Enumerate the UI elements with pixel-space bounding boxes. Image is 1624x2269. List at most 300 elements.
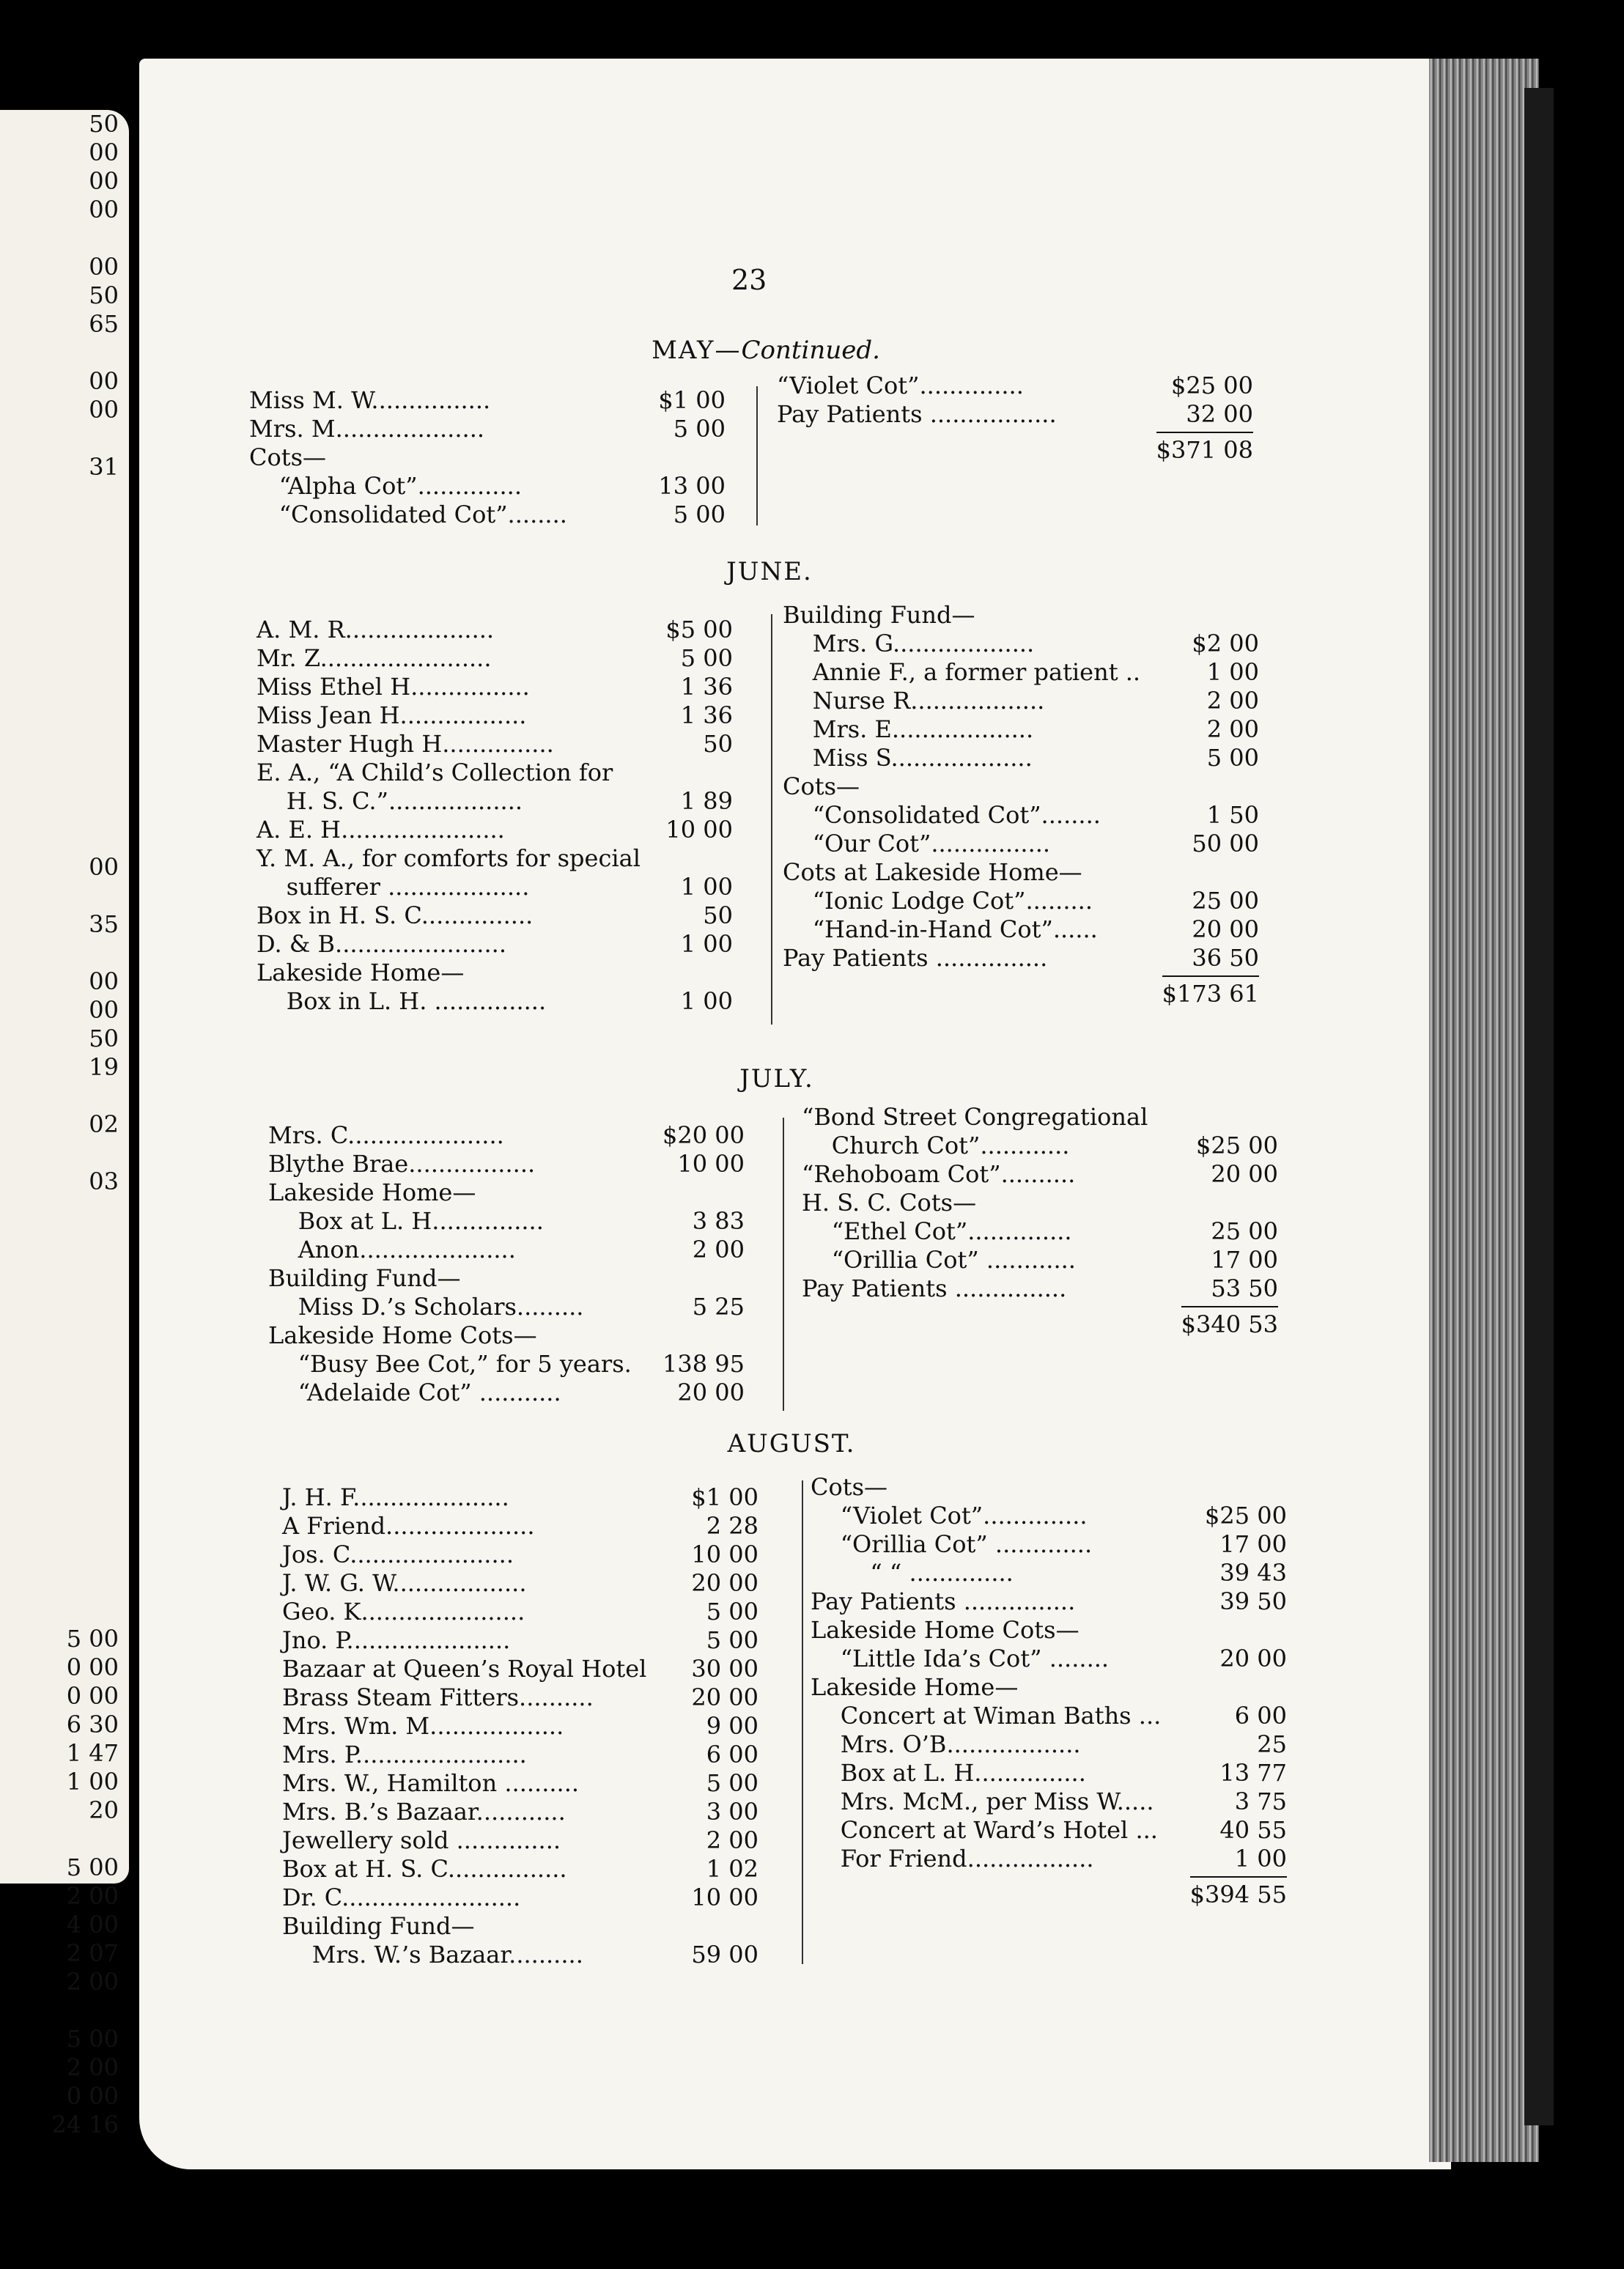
ledger-row: [777, 400, 1253, 429]
ledger-entry-label: Mrs. P.......................: [282, 1741, 527, 1768]
ledger-entry-label: “Alpha Cot”..............: [249, 472, 522, 500]
ledger-row: [783, 772, 1259, 801]
ledger-row: [268, 1350, 745, 1379]
ledger-entry-amount: $1 00: [691, 1483, 759, 1511]
facing-page-amount: 50: [89, 281, 119, 309]
facing-page-amount: 1 00: [66, 1768, 119, 1796]
ledger-entry-label: Anon.....................: [268, 1236, 516, 1263]
ledger-entry-label: “Rehoboam Cot”..........: [802, 1160, 1076, 1188]
ledger-entry-label: Jno. P......................: [282, 1626, 511, 1654]
may-left-column: [249, 386, 726, 529]
facing-page-amount: 24 16: [51, 2111, 119, 2139]
ledger-entry-label: Pay Patients ...............: [811, 1587, 1076, 1615]
ledger-entry-label: “Little Ida’s Cot” ........: [811, 1645, 1110, 1672]
ledger-entry-label: Box at L. H...............: [268, 1207, 544, 1235]
facing-page-amount: [1, 1453, 119, 1482]
ledger-entry-amount: 17 00: [1211, 1246, 1278, 1274]
facing-page-amount: [1, 1825, 119, 1853]
ledger-row: [802, 1160, 1278, 1189]
facing-page-amount: [1, 653, 119, 682]
ledger-row: [783, 915, 1259, 944]
ledger-row: [783, 630, 1259, 658]
ledger-entry-amount: 1 02: [706, 1855, 759, 1883]
ledger-row: [783, 601, 1259, 630]
ledger-entry-label: Mrs. C.....................: [268, 1121, 504, 1149]
facing-page-amount: [1, 767, 119, 796]
ledger-entry-label: “ “ ..............: [811, 1559, 1014, 1587]
month-total: $340 53: [1181, 1306, 1278, 1339]
ledger-entry-amount: 5 00: [706, 1626, 759, 1654]
facing-page-amount: [1, 539, 119, 567]
ledger-entry-label: Lakeside Home—: [811, 1673, 1019, 1701]
ledger-entry-label: “Consolidated Cot”........: [249, 501, 567, 528]
ledger-entry-label: Box at H. S. C................: [282, 1855, 567, 1883]
ledger-entry-label: Miss Jean H.................: [256, 701, 527, 729]
ledger-row: [249, 386, 726, 415]
ledger-entry-amount: 6 00: [706, 1741, 759, 1768]
month-total-row: [777, 436, 1253, 465]
month-total-row: [811, 1881, 1287, 1909]
ledger-entry-label: Master Hugh H...............: [256, 730, 554, 758]
ledger-row: [256, 959, 733, 987]
ledger-entry-amount: 138 95: [662, 1350, 745, 1378]
facing-page-amount: [1, 224, 119, 253]
ledger-row: [811, 1787, 1287, 1816]
ledger-row: [783, 944, 1259, 973]
ledger-entry-label: Mrs. W.’s Bazaar..........: [282, 1941, 583, 1969]
ledger-entry-label: Nurse R..................: [783, 687, 1045, 715]
june-left-column: [256, 616, 733, 1016]
ledger-entry-amount: 1 50: [1206, 801, 1259, 829]
month-total: $394 55: [1190, 1876, 1287, 1909]
ledger-entry-label: Miss D.’s Scholars.........: [268, 1293, 584, 1321]
ledger-row: [268, 1150, 745, 1178]
ledger-entry-label: J. H. F.....................: [282, 1483, 509, 1511]
ledger-entry-label: D. & B.......................: [256, 930, 506, 958]
ledger-entry-label: Mrs. O’B..................: [811, 1730, 1081, 1758]
ledger-entry-amount: $20 00: [662, 1121, 745, 1149]
ledger-entry-amount: 40 55: [1219, 1816, 1287, 1844]
ledger-row: [811, 1559, 1287, 1587]
ledger-entry-amount: 2 00: [706, 1826, 759, 1854]
august-right-column: [811, 1473, 1316, 1909]
ledger-entry-amount: 32 00: [1186, 400, 1253, 428]
ledger-entry-label: Mr. Z.......................: [256, 644, 492, 672]
ledger-entry-label: “Violet Cot”..............: [811, 1502, 1088, 1530]
ledger-row: [783, 887, 1259, 915]
ledger-row: [256, 873, 733, 901]
ledger-entry-amount: 13 00: [658, 472, 726, 500]
facing-page-amount: [1, 1225, 119, 1253]
facing-page-amount: 00: [89, 367, 119, 395]
ledger-entry-label: For Friend.................: [811, 1845, 1094, 1873]
ledger-entry-amount: 36 50: [1192, 944, 1259, 972]
ledger-row: [802, 1189, 1278, 1217]
ledger-entry-label: Church Cot”............: [802, 1132, 1070, 1159]
ledger-entry-label: “Orillia Cot” ............: [802, 1246, 1076, 1274]
ledger-row: [282, 1884, 759, 1912]
ledger-row: [256, 644, 733, 673]
ledger-entry-label: Pay Patients ...............: [802, 1274, 1067, 1302]
ledger-entry-amount: 20 00: [1192, 915, 1259, 943]
ledger-entry-label: “Bond Street Congregational: [802, 1103, 1148, 1131]
ledger-entry-amount: 59 00: [691, 1941, 759, 1969]
ledger-entry-label: sufferer ...................: [256, 873, 530, 901]
may-heading: MAY—Continued.: [652, 336, 880, 365]
ledger-entry-label: “Ethel Cot”..............: [802, 1217, 1072, 1245]
column-divider: [756, 386, 758, 525]
facing-page-amount: 5 00: [66, 2025, 119, 2053]
ledger-row: [811, 1702, 1287, 1730]
ledger-entry-amount: 25 00: [1192, 887, 1259, 915]
ledger-entry-amount: 50: [703, 730, 733, 758]
facing-page-amount: [1, 567, 119, 596]
ledger-entry-label: Lakeside Home—: [268, 1178, 476, 1206]
ledger-entry-label: Pay Patients ...............: [783, 944, 1048, 972]
ledger-entry-label: Box in H. S. C...............: [256, 901, 534, 929]
ledger-entry-label: Mrs. M....................: [249, 415, 485, 443]
ledger-entry-amount: 10 00: [677, 1150, 745, 1178]
facing-page-amount: [1, 1139, 119, 1167]
ledger-row: [777, 372, 1253, 400]
ledger-row: [249, 501, 726, 529]
ledger-entry-label: A. M. R....................: [256, 616, 495, 643]
ledger-entry-amount: 2 00: [692, 1236, 745, 1263]
ledger-row: [256, 730, 733, 759]
facing-page-amount: 0 00: [66, 2082, 119, 2110]
ledger-entry-label: Jos. C......................: [282, 1541, 514, 1568]
ledger-row: [268, 1178, 745, 1207]
facing-page-amount: 6 30: [66, 1711, 119, 1738]
ledger-entry-amount: 5 00: [673, 415, 726, 443]
month-total-row: [802, 1310, 1278, 1339]
ledger-entry-label: Cots—: [783, 772, 860, 800]
ledger-entry-amount: 25 00: [1211, 1217, 1278, 1245]
july-right-column: [802, 1103, 1289, 1339]
ledger-entry-label: “Hand-in-Hand Cot”......: [783, 915, 1098, 943]
ledger-entry-label: Bazaar at Queen’s Royal Hotel: [282, 1655, 647, 1683]
ledger-row: [282, 1483, 759, 1512]
facing-page-amount: 35: [89, 910, 119, 938]
ledger-entry-amount: 1 00: [1206, 658, 1259, 686]
facing-page-amount: 00: [89, 196, 119, 224]
facing-page-amount: [1, 1196, 119, 1225]
ledger-row: [802, 1217, 1278, 1246]
ledger-entry-amount: 20 00: [691, 1683, 759, 1711]
ledger-entry-amount: 10 00: [691, 1541, 759, 1568]
facing-page-amount: [1, 1396, 119, 1425]
ledger-entry-label: Mrs. E...................: [783, 715, 1034, 743]
ledger-row: [282, 1598, 759, 1626]
ledger-row: [282, 1798, 759, 1826]
may-right-column: [777, 372, 1261, 465]
ledger-row: [256, 901, 733, 930]
ledger-entry-label: “Busy Bee Cot,” for 5 years.: [268, 1350, 632, 1378]
july-left-column: [268, 1121, 745, 1407]
ledger-row: [256, 759, 733, 787]
ledger-row: [783, 858, 1259, 887]
facing-page-amount: 65: [89, 310, 119, 338]
page-number: 23: [731, 264, 767, 296]
ledger-entry-label: “Ionic Lodge Cot”.........: [783, 887, 1093, 915]
ledger-entry-amount: 20 00: [1211, 1160, 1278, 1188]
ledger-row: [783, 744, 1259, 772]
ledger-entry-amount: 20 00: [677, 1379, 745, 1406]
facing-page-amount: 00: [89, 996, 119, 1024]
ledger-entry-label: Box in L. H. ...............: [256, 987, 547, 1015]
ledger-row: [282, 1769, 759, 1798]
ledger-entry-label: A. E. H......................: [256, 816, 505, 844]
ledger-entry-amount: 13 77: [1219, 1759, 1287, 1787]
facing-page-amount: [1, 1368, 119, 1396]
ledger-row: [282, 1741, 759, 1769]
book-cover-edge: [1524, 88, 1554, 2125]
ledger-row: [256, 701, 733, 730]
facing-page-amount: [1, 482, 119, 510]
facing-page-amount: 2 00: [66, 1968, 119, 1996]
ledger-entry-label: H. S. C.”..................: [256, 787, 523, 815]
ledger-row: [811, 1673, 1287, 1702]
page-edges: [1429, 59, 1539, 2162]
ledger-entry-amount: 10 00: [665, 816, 733, 844]
facing-page-amount: [1, 1310, 119, 1339]
column-divider: [771, 614, 772, 1025]
ledger-entry-label: A Friend....................: [282, 1512, 535, 1540]
ledger-row: [268, 1264, 745, 1293]
ledger-entry-amount: 3 75: [1234, 1787, 1287, 1815]
ledger-entry-amount: 20 00: [691, 1569, 759, 1597]
ledger-entry-amount: $1 00: [658, 386, 726, 414]
ledger-row: [256, 673, 733, 701]
ledger-row: [256, 930, 733, 959]
facing-page-amount: 2 00: [66, 2054, 119, 2081]
facing-page-amount: [1, 1482, 119, 1510]
august-heading: AUGUST.: [727, 1429, 856, 1458]
ledger-entry-label: Miss M. W................: [249, 386, 491, 414]
ledger-entry-amount: $2 00: [1192, 630, 1259, 657]
column-divider: [802, 1480, 803, 1964]
ledger-row: [783, 715, 1259, 744]
facing-page-amount: 0 00: [66, 1653, 119, 1681]
ledger-entry-label: Miss Ethel H................: [256, 673, 530, 701]
ledger-entry-label: Building Fund—: [282, 1912, 475, 1940]
ledger-row: [249, 415, 726, 443]
facing-page-amount: 00: [89, 253, 119, 281]
ledger-entry-amount: $5 00: [665, 616, 733, 643]
facing-page-amount: [1, 1539, 119, 1568]
facing-page-amounts: [1, 110, 119, 2139]
ledger-entry-label: E. A., “A Child’s Collection for: [256, 759, 613, 786]
ledger-entry-label: Pay Patients .................: [777, 400, 1057, 428]
ledger-row: [256, 987, 733, 1016]
facing-page-amount: 31: [89, 453, 119, 481]
facing-page-amount: 00: [89, 167, 119, 195]
ledger-entry-amount: 3 83: [692, 1207, 745, 1235]
ledger-row: [802, 1132, 1278, 1160]
ledger-entry-label: Concert at Wiman Baths ...: [811, 1702, 1162, 1730]
ledger-entry-label: Cots—: [811, 1473, 888, 1501]
facing-page-amount: 0 00: [66, 1682, 119, 1710]
facing-page-amount: [1, 1568, 119, 1596]
ledger-row: [268, 1379, 745, 1407]
ledger-row: [811, 1587, 1287, 1616]
facing-page-amount: 00: [89, 396, 119, 424]
ledger-entry-label: Box at L. H...............: [811, 1759, 1086, 1787]
ledger-entry-label: “Adelaide Cot” ...........: [268, 1379, 561, 1406]
ledger-row: [256, 816, 733, 844]
ledger-row: [268, 1321, 745, 1350]
ledger-entry-label: “Orillia Cot” .............: [811, 1530, 1093, 1558]
ledger-row: [282, 1912, 759, 1941]
ledger-entry-label: Jewellery sold ..............: [282, 1826, 561, 1854]
month-total: $173 61: [1162, 975, 1259, 1008]
ledger-row: [268, 1236, 745, 1264]
ledger-entry-label: “Consolidated Cot”........: [783, 801, 1101, 829]
ledger-row: [249, 443, 726, 472]
august-left-column: [282, 1483, 759, 1969]
ledger-row: [282, 1512, 759, 1541]
ledger-row: [282, 1655, 759, 1683]
facing-page-amount: [1, 939, 119, 967]
ledger-entry-amount: 30 00: [691, 1655, 759, 1683]
facing-page-amount: [1, 424, 119, 453]
ledger-entry-amount: 25: [1257, 1730, 1287, 1758]
facing-page-amount: 03: [89, 1167, 119, 1195]
facing-page-amount: [1, 1425, 119, 1453]
ledger-row: [811, 1730, 1287, 1759]
ledger-entry-label: Mrs. Wm. M..................: [282, 1712, 564, 1740]
facing-page-amount: 1 47: [66, 1739, 119, 1767]
ledger-row: [256, 616, 733, 644]
ledger-entry-amount: 10 00: [691, 1884, 759, 1911]
facing-page-amount: [1, 1996, 119, 2025]
ledger-row: [802, 1103, 1278, 1132]
facing-page-amount: 00: [89, 853, 119, 881]
ledger-entry-amount: 1 00: [680, 873, 733, 901]
ledger-row: [268, 1207, 745, 1236]
ledger-row: [811, 1530, 1287, 1559]
month-total-row: [783, 980, 1259, 1008]
facing-page-amount: 02: [89, 1110, 119, 1138]
facing-page-amount: [1, 882, 119, 910]
ledger-entry-amount: 5 25: [692, 1293, 745, 1321]
ledger-entry-label: Geo. K......................: [282, 1598, 525, 1626]
ledger-entry-label: Dr. C........................: [282, 1884, 521, 1911]
ledger-entry-label: Cots at Lakeside Home—: [783, 858, 1082, 886]
ledger-row: [282, 1941, 759, 1969]
ledger-row: [811, 1816, 1287, 1845]
facing-page-amount: 5 00: [66, 1853, 119, 1881]
ledger-entry-label: J. W. G. W..................: [282, 1569, 527, 1597]
ledger-entry-amount: 2 00: [1206, 687, 1259, 715]
ledger-entry-amount: 39 43: [1219, 1559, 1287, 1587]
ledger-entry-amount: 5 00: [706, 1598, 759, 1626]
facing-page-amount: 20: [89, 1796, 119, 1824]
facing-page-amount: 4 00: [66, 1911, 119, 1938]
ledger-row: [783, 830, 1259, 858]
ledger-entry-amount: 50: [703, 901, 733, 929]
facing-page-amount: [1, 1282, 119, 1310]
ledger-entry-amount: 2 00: [1206, 715, 1259, 743]
facing-page-amount: 2 00: [66, 1882, 119, 1910]
ledger-row: [811, 1616, 1287, 1645]
facing-page-amount: [1, 339, 119, 367]
ledger-entry-amount: 39 50: [1219, 1587, 1287, 1615]
ledger-row: [783, 687, 1259, 715]
ledger-row: [268, 1121, 745, 1150]
ledger-entry-label: Building Fund—: [783, 601, 975, 629]
ledger-entry-label: Mrs. W., Hamilton ..........: [282, 1769, 580, 1797]
ledger-entry-amount: 5 00: [1206, 744, 1259, 772]
ledger-entry-label: Mrs. McM., per Miss W.....: [811, 1787, 1154, 1815]
ledger-entry-label: Lakeside Home Cots—: [268, 1321, 537, 1349]
ledger-entry-label: Miss S...................: [783, 744, 1033, 772]
ledger-entry-label: Blythe Brae.................: [268, 1150, 536, 1178]
ledger-entry-amount: 5 00: [680, 644, 733, 672]
ledger-entry-amount: 9 00: [706, 1712, 759, 1740]
ledger-row: [282, 1855, 759, 1884]
facing-page: [0, 110, 129, 2139]
ledger-row: [783, 658, 1259, 687]
ledger-entry-label: Lakeside Home Cots—: [811, 1616, 1079, 1644]
facing-page-amount: [1, 1253, 119, 1282]
ledger-entry-amount: $25 00: [1205, 1502, 1287, 1530]
ledger-entry-amount: 20 00: [1219, 1645, 1287, 1672]
facing-page-amount: [1, 796, 119, 824]
facing-page-amount: [1, 682, 119, 710]
ledger-entry-amount: 1 00: [1234, 1845, 1287, 1873]
ledger-entry-label: “Violet Cot”..............: [777, 372, 1024, 399]
ledger-row: [282, 1712, 759, 1741]
ledger-entry-label: Y. M. A., for comforts for special: [256, 844, 641, 872]
ledger-entry-label: Lakeside Home—: [256, 959, 465, 986]
ledger-row: [282, 1541, 759, 1569]
ledger-entry-amount: 1 00: [680, 930, 733, 958]
facing-page-amount: 19: [89, 1053, 119, 1081]
facing-page-amount: [1, 1510, 119, 1539]
facing-page-amount: 50: [89, 1025, 119, 1052]
ledger-row: [811, 1845, 1287, 1873]
ledger-entry-label: Cots—: [249, 443, 327, 471]
facing-page-amount: 00: [89, 967, 119, 995]
facing-page-amount: [1, 710, 119, 739]
june-right-column: [783, 601, 1274, 1008]
facing-page-amount: [1, 1082, 119, 1110]
ledger-row: [811, 1502, 1287, 1530]
ledger-row: [811, 1645, 1287, 1673]
ledger-row: [282, 1626, 759, 1655]
ledger-entry-amount: 6 00: [1234, 1702, 1287, 1730]
ledger-row: [811, 1473, 1287, 1502]
ledger-entry-amount: $25 00: [1196, 1132, 1278, 1159]
ledger-entry-amount: 1 00: [680, 987, 733, 1015]
ledger-entry-amount: 1 36: [680, 673, 733, 701]
ledger-row: [249, 472, 726, 501]
facing-page-amount: [1, 824, 119, 853]
facing-page-amount: [1, 1596, 119, 1625]
column-divider: [783, 1118, 784, 1411]
ledger-entry-label: Brass Steam Fitters..........: [282, 1683, 594, 1711]
facing-page-amount: 2 07: [66, 1939, 119, 1967]
facing-page-amount: 50: [89, 110, 119, 138]
month-total: $371 08: [1156, 432, 1253, 465]
ledger-row: [268, 1293, 745, 1321]
facing-page-amount: 5 00: [66, 1625, 119, 1653]
ledger-row: [256, 787, 733, 816]
ledger-entry-amount: 53 50: [1211, 1274, 1278, 1302]
facing-page-amount: [1, 739, 119, 767]
july-heading: JULY.: [739, 1064, 814, 1093]
